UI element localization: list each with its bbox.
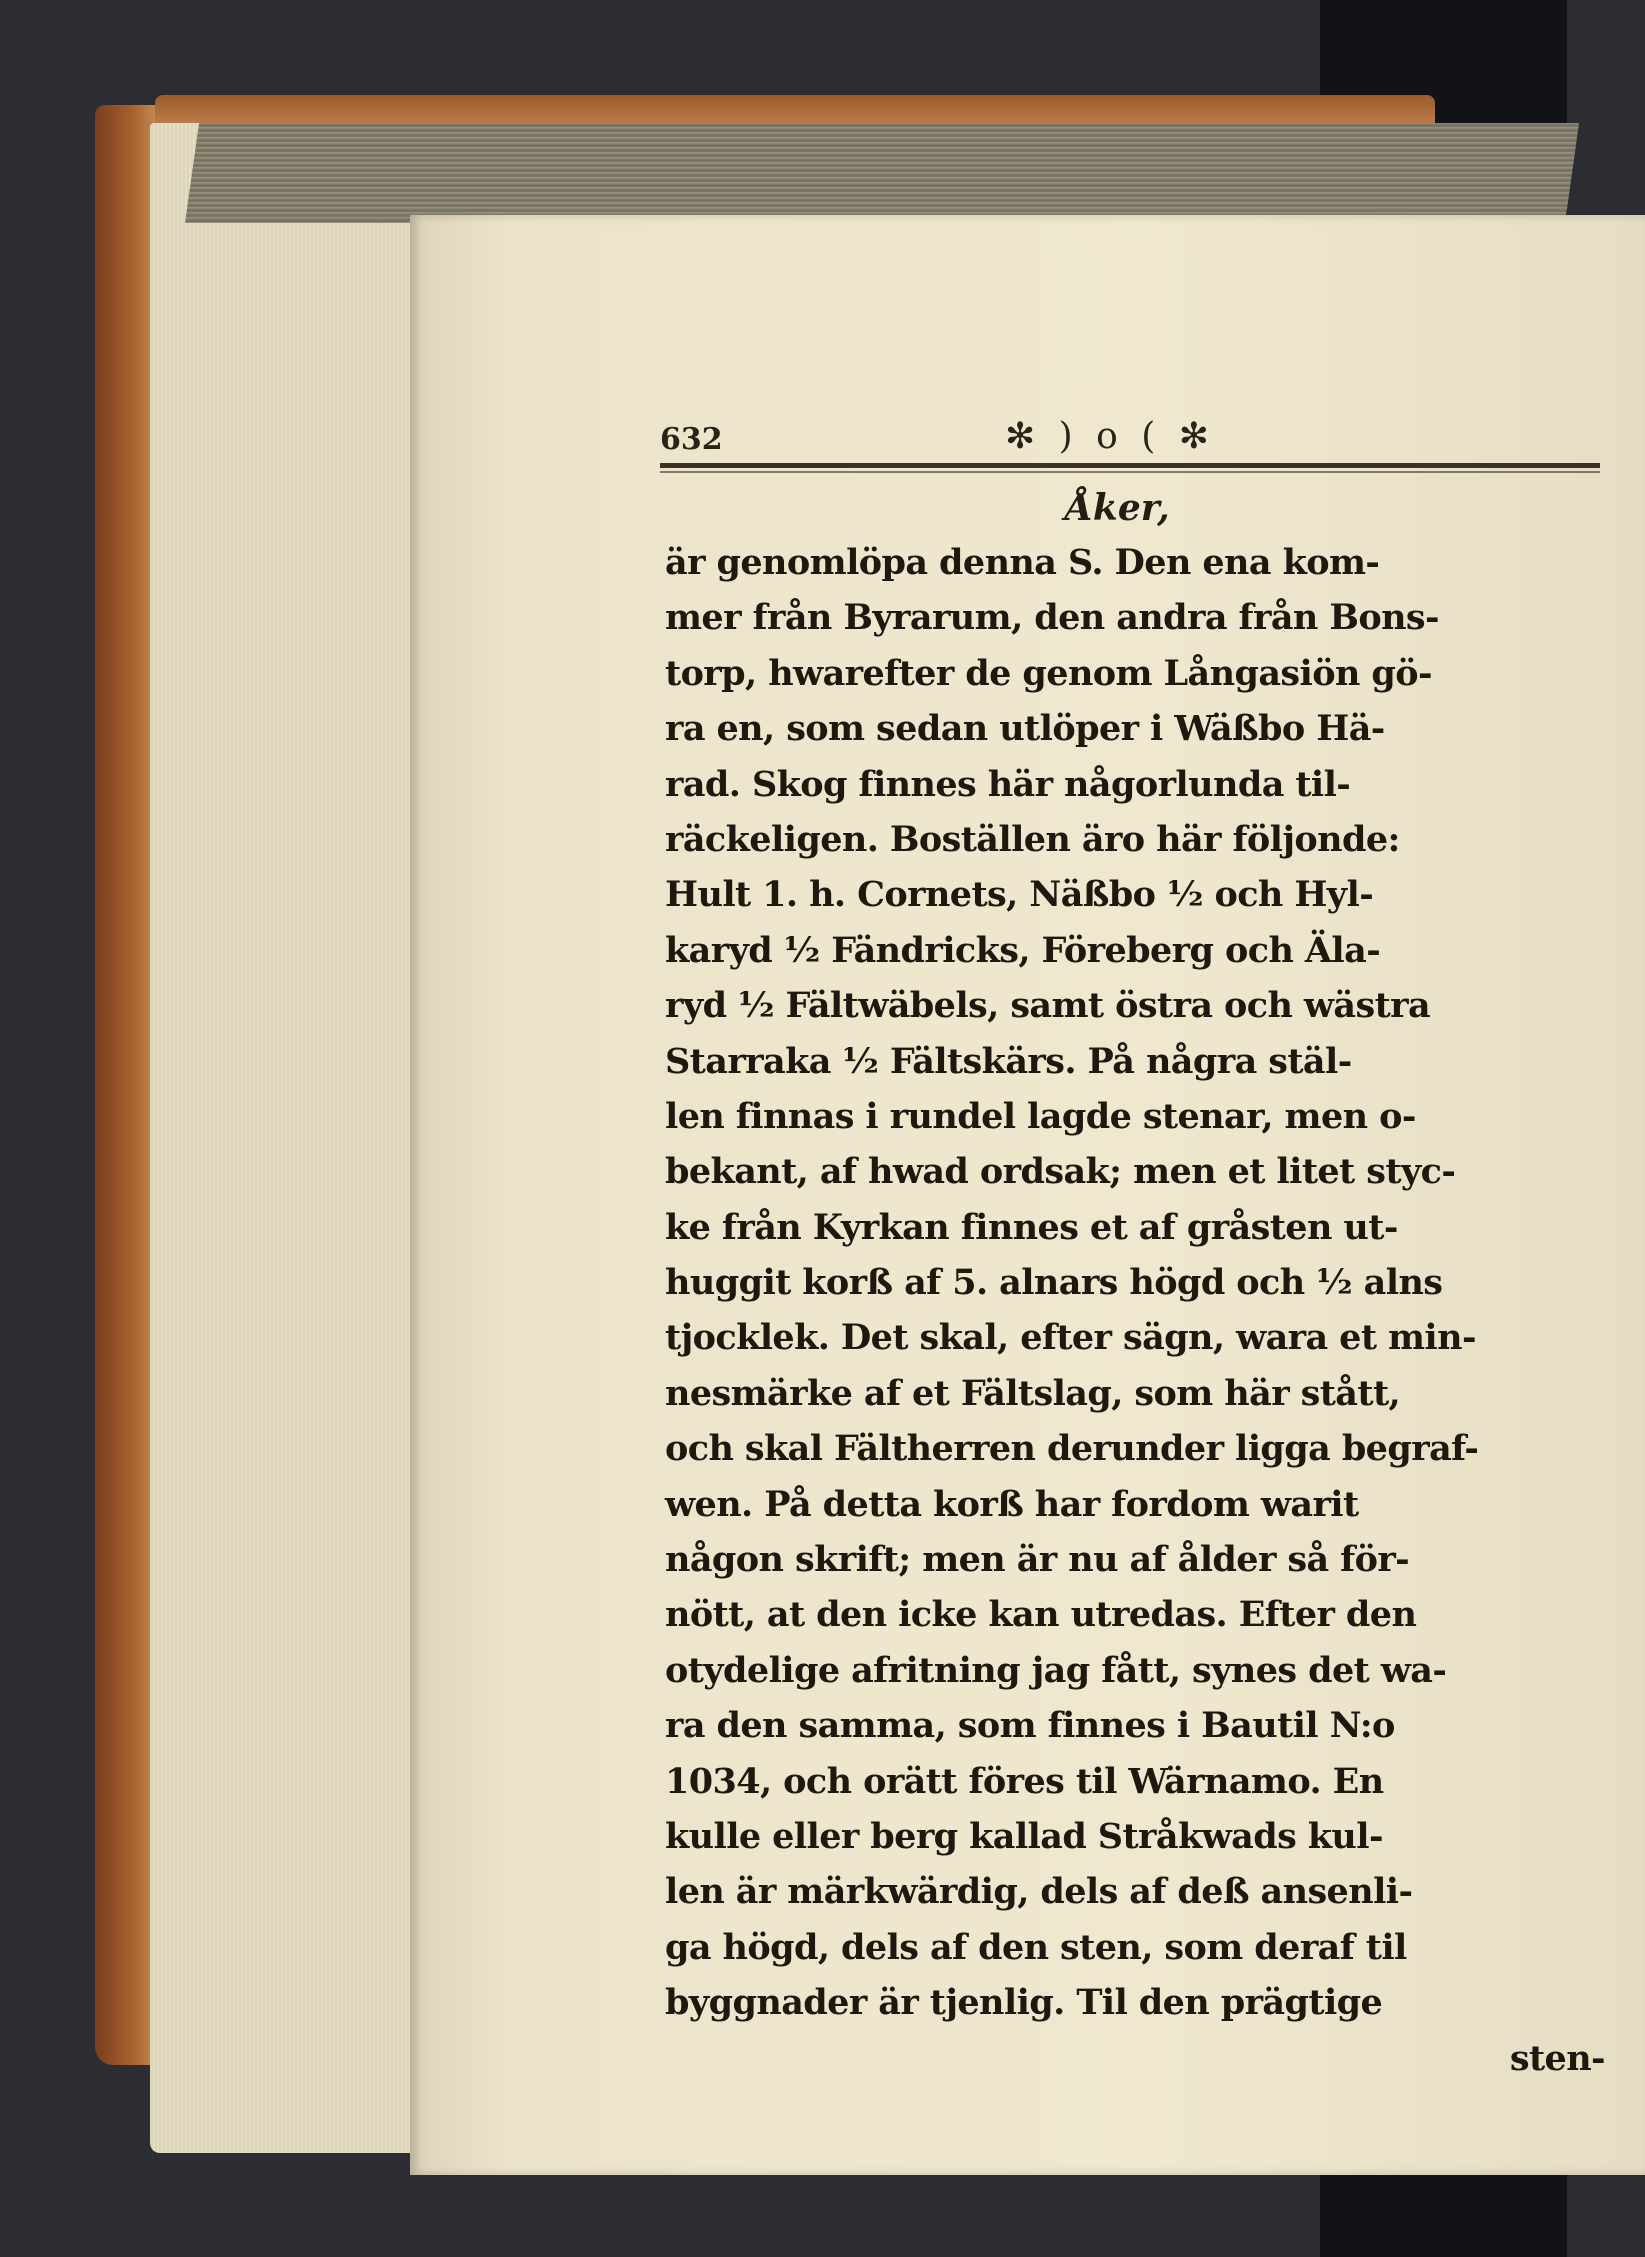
text-line: ga högd, dels af den sten, som deraf til: [665, 1926, 1407, 1968]
text-line: mer från Byrarum, den andra från Bons-: [665, 597, 1439, 639]
text-line: rad. Skog finnes här någorlunda til-: [665, 763, 1351, 805]
body-text: [665, 535, 1605, 2086]
text-line: wen. På detta korß har fordom warit: [665, 1483, 1359, 1525]
text-line: byggnader är tjenlig. Til den prägtige: [665, 1982, 1383, 2024]
text-line: len är märkwärdig, dels af deß ansenli-: [665, 1871, 1413, 1913]
text-line: 1034, och orätt föres til Wärnamo. En: [665, 1760, 1384, 1802]
header-rule-thin: [660, 471, 1600, 473]
book-page: [410, 215, 1645, 2175]
text-line: kulle eller berg kallad Stråkwads kul-: [665, 1815, 1383, 1857]
text-line: ke från Kyrkan finnes et af gråsten ut-: [665, 1206, 1398, 1248]
header-ornament: ✻ ) o ( ✻: [1005, 416, 1215, 457]
text-line: ra en, som sedan utlöper i Wäßbo Hä-: [665, 708, 1385, 750]
book: [95, 95, 1605, 2185]
text-line: torp, hwarefter de genom Långasiön gö-: [665, 652, 1432, 694]
text-line: räckeligen. Boställen äro här följonde:: [665, 818, 1400, 860]
page-number: 632: [660, 422, 723, 457]
page-edges-top: [185, 123, 1579, 223]
text-line: ra den samma, som finnes i Bautil N:o: [665, 1705, 1395, 1747]
text-line: är genomlöpa denna S. Den ena kom-: [665, 542, 1380, 583]
text-line: bekant, af hwad ordsak; men et litet styc-: [665, 1151, 1456, 1193]
text-line: och skal Fältherren derunder ligga begraf-: [665, 1428, 1479, 1470]
catchword: sten-: [1509, 2037, 1605, 2079]
text-line: Starraka ½ Fältskärs. På några stäl-: [665, 1040, 1352, 1082]
text-line: nött, at den icke kan utredas. Efter den: [665, 1594, 1417, 1636]
text-line: någon skrift; men är nu af ålder så för-: [665, 1539, 1410, 1581]
text-line: Hult 1. h. Cornets, Näßbo ½ och Hyl-: [665, 874, 1374, 916]
text-line: nesmärke af et Fältslag, som här stått,: [665, 1372, 1401, 1414]
text-line: len finnas i rundel lagde stenar, men o-: [665, 1095, 1416, 1137]
text-line: huggit korß af 5. alnars högd och ½ alns: [665, 1262, 1443, 1304]
text-line: otydelige afritning jag fått, synes det wa-: [665, 1649, 1447, 1691]
text-line: tjocklek. Det skal, efter sägn, wara et min-: [665, 1317, 1476, 1359]
text-line: ryd ½ Fältwäbels, samt östra och wästra: [665, 985, 1431, 1027]
running-head: [660, 410, 1610, 460]
text-line: karyd ½ Fändricks, Föreberg och Äla-: [665, 929, 1381, 971]
header-rule: [660, 463, 1600, 468]
section-heading: Åker,: [1065, 487, 1170, 529]
